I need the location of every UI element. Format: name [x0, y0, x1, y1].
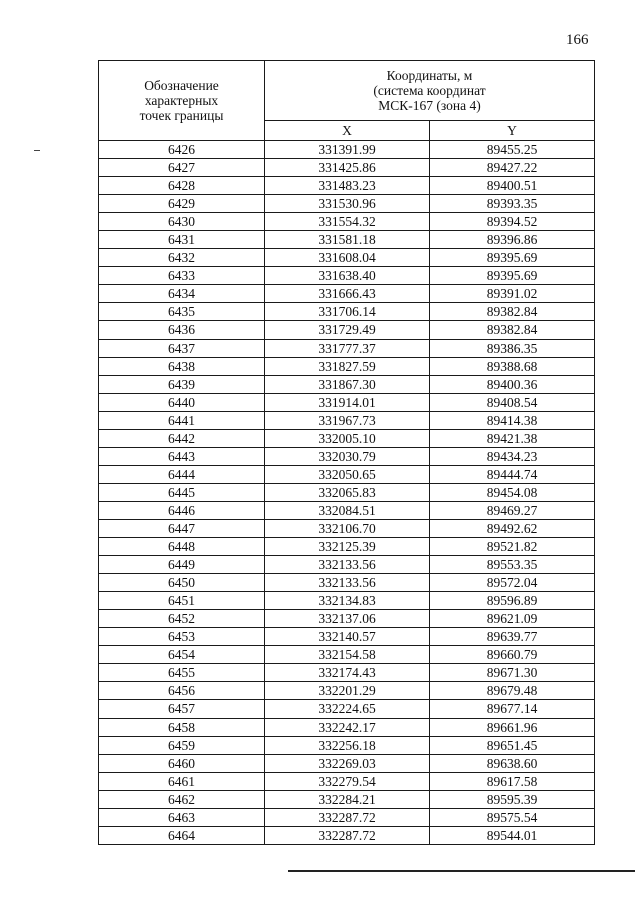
coordinates-header-line2: (система координат [373, 83, 486, 99]
table-row [99, 159, 595, 177]
point-id-cell: 6456 [99, 682, 265, 700]
table-row [99, 772, 595, 790]
point-id-cell: 6450 [99, 574, 265, 592]
x-coordinate-cell: 331638.40 [265, 267, 430, 285]
y-coordinate-cell: 89617.58 [430, 772, 595, 790]
margin-mark [34, 150, 40, 151]
y-column-header: Y [430, 121, 595, 141]
y-coordinate-cell: 89427.22 [430, 159, 595, 177]
y-coordinate-cell: 89386.35 [430, 339, 595, 357]
y-coordinate-cell: 89671.30 [430, 664, 595, 682]
table-row [99, 538, 595, 556]
point-id-cell: 6442 [99, 429, 265, 447]
table-row [99, 682, 595, 700]
point-id-cell: 6451 [99, 592, 265, 610]
point-id-cell: 6448 [99, 538, 265, 556]
x-coordinate-cell: 332287.72 [265, 808, 430, 826]
y-coordinate-cell: 89391.02 [430, 285, 595, 303]
x-coordinate-cell: 331391.99 [265, 141, 430, 159]
x-coordinate-cell: 331914.01 [265, 393, 430, 411]
table-row [99, 574, 595, 592]
table-row [99, 700, 595, 718]
point-id-cell: 6464 [99, 826, 265, 844]
table-row [99, 357, 595, 375]
y-coordinate-cell: 89434.23 [430, 447, 595, 465]
table-row [99, 213, 595, 231]
point-id-cell: 6460 [99, 754, 265, 772]
table-row [99, 303, 595, 321]
table-row [99, 736, 595, 754]
y-coordinate-cell: 89553.35 [430, 556, 595, 574]
x-coordinate-cell: 331729.49 [265, 321, 430, 339]
coordinates-header [265, 61, 595, 121]
x-coordinate-cell: 331666.43 [265, 285, 430, 303]
x-coordinate-cell: 332125.39 [265, 538, 430, 556]
point-id-cell: 6445 [99, 483, 265, 501]
x-coordinate-cell: 332269.03 [265, 754, 430, 772]
y-coordinate-cell: 89596.89 [430, 592, 595, 610]
x-coordinate-cell: 332242.17 [265, 718, 430, 736]
bottom-rule [288, 870, 635, 872]
y-coordinate-cell: 89661.96 [430, 718, 595, 736]
point-id-cell: 6431 [99, 231, 265, 249]
y-coordinate-cell: 89679.48 [430, 682, 595, 700]
y-coordinate-cell: 89651.45 [430, 736, 595, 754]
table-row [99, 664, 595, 682]
y-coordinate-cell: 89454.08 [430, 483, 595, 501]
point-id-cell: 6458 [99, 718, 265, 736]
point-id-cell: 6462 [99, 790, 265, 808]
y-coordinate-cell: 89444.74 [430, 465, 595, 483]
y-coordinate-cell: 89572.04 [430, 574, 595, 592]
point-id-cell: 6429 [99, 195, 265, 213]
table-row [99, 628, 595, 646]
y-coordinate-cell: 89395.69 [430, 267, 595, 285]
y-coordinate-cell: 89382.84 [430, 303, 595, 321]
point-id-cell: 6432 [99, 249, 265, 267]
x-coordinate-cell: 332140.57 [265, 628, 430, 646]
y-coordinate-cell: 89408.54 [430, 393, 595, 411]
table-row [99, 141, 595, 159]
x-coordinate-cell: 331530.96 [265, 195, 430, 213]
y-coordinate-cell: 89455.25 [430, 141, 595, 159]
table-row [99, 249, 595, 267]
x-coordinate-cell: 332154.58 [265, 646, 430, 664]
table-row [99, 754, 595, 772]
point-id-cell: 6427 [99, 159, 265, 177]
point-id-cell: 6441 [99, 411, 265, 429]
coordinates-table [98, 60, 595, 845]
table-row [99, 646, 595, 664]
point-id-cell: 6447 [99, 519, 265, 537]
y-coordinate-cell: 89400.51 [430, 177, 595, 195]
y-coordinate-cell: 89395.69 [430, 249, 595, 267]
table-header [99, 61, 595, 141]
table-row [99, 375, 595, 393]
point-id-cell: 6436 [99, 321, 265, 339]
y-coordinate-cell: 89394.52 [430, 213, 595, 231]
x-coordinate-cell: 331483.23 [265, 177, 430, 195]
table-body [99, 141, 595, 845]
table-row [99, 177, 595, 195]
y-coordinate-cell: 89575.54 [430, 808, 595, 826]
x-coordinate-cell: 332174.43 [265, 664, 430, 682]
point-id-cell: 6452 [99, 610, 265, 628]
y-coordinate-cell: 89660.79 [430, 646, 595, 664]
table-row [99, 447, 595, 465]
y-coordinate-cell: 89393.35 [430, 195, 595, 213]
x-coordinate-cell: 332106.70 [265, 519, 430, 537]
x-coordinate-cell: 331608.04 [265, 249, 430, 267]
point-id-cell: 6439 [99, 375, 265, 393]
x-coordinate-cell: 331867.30 [265, 375, 430, 393]
table-row [99, 429, 595, 447]
table-row [99, 411, 595, 429]
y-coordinate-cell: 89421.38 [430, 429, 595, 447]
x-coordinate-cell: 332084.51 [265, 501, 430, 519]
table-row [99, 231, 595, 249]
y-coordinate-cell: 89638.60 [430, 754, 595, 772]
x-coordinate-cell: 332133.56 [265, 574, 430, 592]
table-row [99, 339, 595, 357]
x-coordinate-cell: 332201.29 [265, 682, 430, 700]
y-coordinate-cell: 89388.68 [430, 357, 595, 375]
point-id-cell: 6435 [99, 303, 265, 321]
x-coordinate-cell: 332256.18 [265, 736, 430, 754]
point-id-cell: 6434 [99, 285, 265, 303]
y-coordinate-cell: 89400.36 [430, 375, 595, 393]
y-coordinate-cell: 89677.14 [430, 700, 595, 718]
y-coordinate-cell: 89521.82 [430, 538, 595, 556]
point-id-cell: 6454 [99, 646, 265, 664]
y-coordinate-cell: 89382.84 [430, 321, 595, 339]
designation-header-line2: характерных [144, 93, 219, 108]
x-coordinate-cell: 331827.59 [265, 357, 430, 375]
point-id-cell: 6455 [99, 664, 265, 682]
y-coordinate-cell: 89492.62 [430, 519, 595, 537]
point-id-cell: 6461 [99, 772, 265, 790]
x-coordinate-cell: 332030.79 [265, 447, 430, 465]
point-id-cell: 6457 [99, 700, 265, 718]
point-id-cell: 6443 [99, 447, 265, 465]
table-row [99, 465, 595, 483]
x-coordinate-cell: 332284.21 [265, 790, 430, 808]
x-coordinate-cell: 332279.54 [265, 772, 430, 790]
table-row [99, 501, 595, 519]
point-id-cell: 6444 [99, 465, 265, 483]
x-coordinate-cell: 332137.06 [265, 610, 430, 628]
table-row [99, 610, 595, 628]
x-coordinate-cell: 332065.83 [265, 483, 430, 501]
y-coordinate-cell: 89621.09 [430, 610, 595, 628]
designation-header [99, 61, 265, 141]
point-id-cell: 6459 [99, 736, 265, 754]
x-coordinate-cell: 332224.65 [265, 700, 430, 718]
x-coordinate-cell: 331581.18 [265, 231, 430, 249]
point-id-cell: 6438 [99, 357, 265, 375]
point-id-cell: 6430 [99, 213, 265, 231]
table-row [99, 321, 595, 339]
point-id-cell: 6433 [99, 267, 265, 285]
point-id-cell: 6463 [99, 808, 265, 826]
table-row [99, 592, 595, 610]
page-number: 166 [566, 32, 589, 48]
x-coordinate-cell: 331777.37 [265, 339, 430, 357]
table-row [99, 267, 595, 285]
designation-header-line1: Обозначение [144, 78, 219, 93]
coordinates-header-line1: Координаты, м [386, 68, 473, 84]
point-id-cell: 6437 [99, 339, 265, 357]
x-coordinate-cell: 332287.72 [265, 826, 430, 844]
point-id-cell: 6449 [99, 556, 265, 574]
table-row [99, 826, 595, 844]
y-coordinate-cell: 89469.27 [430, 501, 595, 519]
y-coordinate-cell: 89396.86 [430, 231, 595, 249]
point-id-cell: 6428 [99, 177, 265, 195]
coordinates-header-line3: МСК-167 (зона 4) [378, 98, 481, 114]
point-id-cell: 6440 [99, 393, 265, 411]
x-coordinate-cell: 332134.83 [265, 592, 430, 610]
x-coordinate-cell: 332005.10 [265, 429, 430, 447]
table-row [99, 556, 595, 574]
table-row [99, 519, 595, 537]
x-coordinate-cell: 331967.73 [265, 411, 430, 429]
x-coordinate-cell: 331425.86 [265, 159, 430, 177]
table-row [99, 483, 595, 501]
x-coordinate-cell: 332050.65 [265, 465, 430, 483]
point-id-cell: 6426 [99, 141, 265, 159]
y-coordinate-cell: 89639.77 [430, 628, 595, 646]
table-row [99, 195, 595, 213]
table-row [99, 285, 595, 303]
table-row [99, 808, 595, 826]
x-coordinate-cell: 331706.14 [265, 303, 430, 321]
table-row [99, 393, 595, 411]
y-coordinate-cell: 89414.38 [430, 411, 595, 429]
table-row [99, 718, 595, 736]
point-id-cell: 6453 [99, 628, 265, 646]
y-coordinate-cell: 89544.01 [430, 826, 595, 844]
x-coordinate-cell: 332133.56 [265, 556, 430, 574]
point-id-cell: 6446 [99, 501, 265, 519]
table-row [99, 790, 595, 808]
x-coordinate-cell: 331554.32 [265, 213, 430, 231]
y-coordinate-cell: 89595.39 [430, 790, 595, 808]
x-column-header: X [265, 121, 430, 141]
designation-header-line3: точек границы [139, 108, 224, 123]
